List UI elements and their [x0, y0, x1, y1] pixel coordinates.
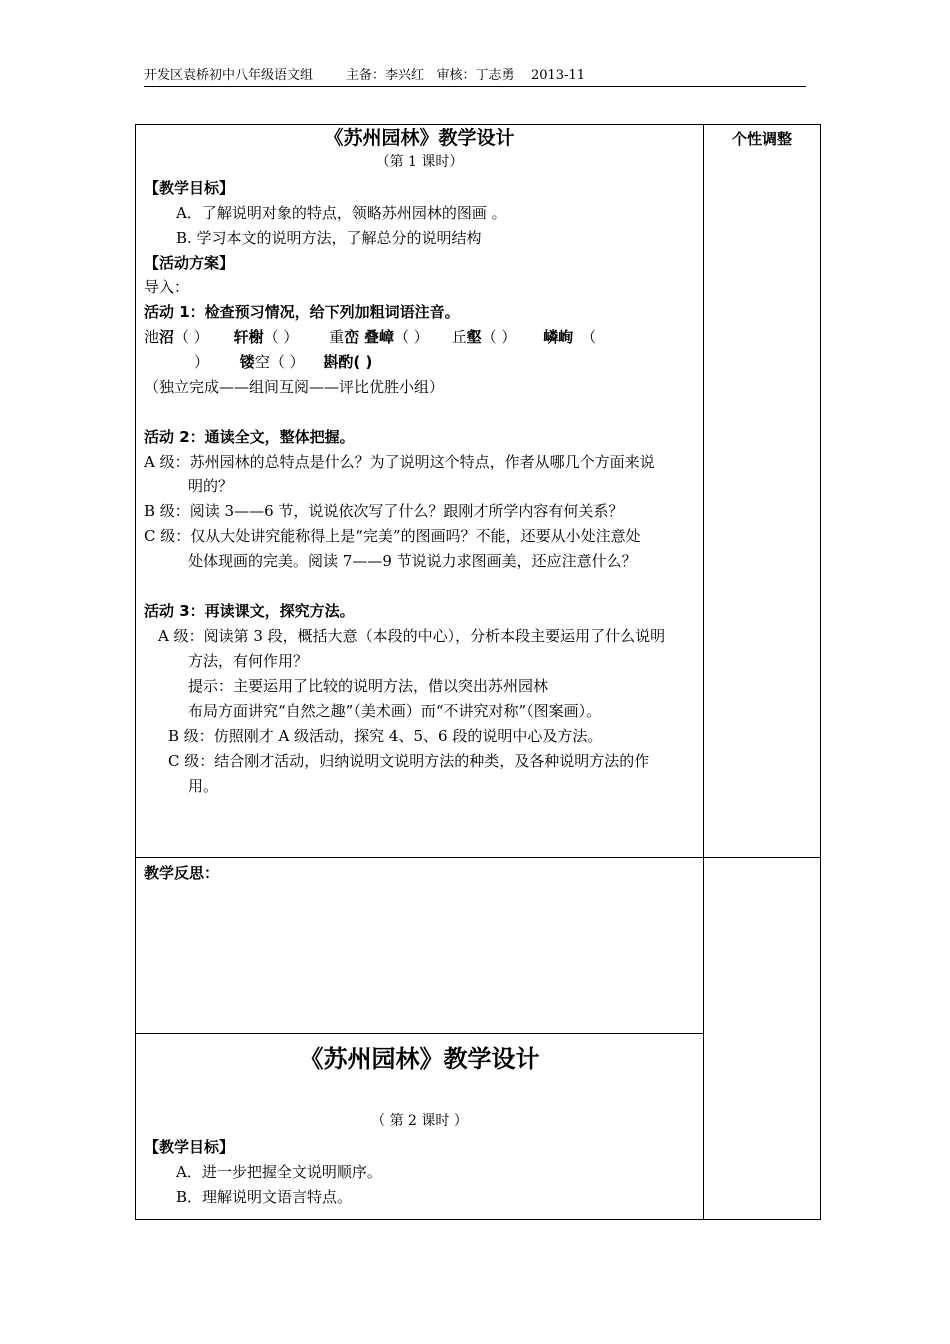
vocab-zhenzhuo: 斟酌	[323, 353, 354, 371]
lesson2-objective-a: A．进一步把握全文说明顺序。	[176, 1163, 382, 1181]
activity2-a-line1: A 级：苏州园林的总特点是什么？为了说明这个特点，作者从哪几个方面来说	[144, 453, 655, 471]
activity1-note: （独立完成——组间互阅——评比优胜小组）	[144, 378, 445, 396]
vocab-blank: （ ）	[269, 353, 305, 371]
lesson2-period: （ 第 2 课时 ）	[371, 1113, 468, 1129]
objective-a: A．了解说明对象的特点，领略苏州园林的图画 。	[176, 204, 507, 222]
activity2-a-line2: 明的？	[188, 477, 234, 495]
activity3-c-line1: C 级：结合刚才活动，归纳说明文说明方法的种类，及各种说明方法的作	[168, 752, 650, 770]
activity3-heading: 活动 3：再读课文，探究方法。	[144, 602, 355, 620]
vocab-linxun: 嶙峋	[543, 328, 574, 346]
vocab-blank: （ ）	[174, 328, 209, 346]
page-header: 开发区袁桥初中八年级语文组 主备：李兴红 审核：丁志勇 2013-11	[144, 66, 806, 87]
vocab-line-2	[194, 350, 372, 374]
activity3-b: B 级：仿照刚才 A 级活动，探究 4、5、6 段的说明中心及方法。	[168, 727, 603, 745]
activity3-a-line1: A 级：阅读第 3 段，概括大意（本段的中心），分析本段主要运用了什么说明	[158, 627, 666, 645]
reflection-label: 教学反思：	[144, 864, 220, 882]
vocab-diezhang: 叠嶂	[363, 328, 394, 346]
activity3-a-line2: 方法，有何作用？	[188, 652, 309, 670]
activity1-heading: 活动 1：检查预习情况，给下列加粗词语注音。	[144, 303, 460, 321]
vocab-line-1	[144, 325, 596, 349]
vocab-chong: 重	[329, 328, 345, 346]
vocab-luan: 峦	[344, 328, 360, 346]
lesson2-objectives-heading: 【教学目标】	[144, 1138, 235, 1156]
vocab-kong: 空	[254, 353, 270, 371]
objectives-heading: 【教学目标】	[144, 179, 235, 197]
vocab-blank: （ ）	[263, 328, 299, 346]
activity2-c-line1: C 级：仅从大处讲究能称得上是“完美”的图画吗？不能，还要从小处注意处	[144, 527, 641, 545]
vocab-blank: （	[581, 328, 597, 346]
side-heading: 个性调整	[731, 130, 792, 148]
vocab-qiu: 丘	[451, 328, 467, 346]
activity2-b: B 级：阅读 3——6 节，说说依次写了什么？跟刚才所学内容有何关系？	[144, 502, 624, 520]
activity2-c-line2: 处体现画的完美。阅读 7——9 节说说力求图画美，还应注意什么？	[188, 552, 637, 570]
vocab-blank: （ ）	[394, 328, 429, 346]
activity3-c-line2: 用。	[188, 777, 219, 795]
vocab-blank: （ ）	[481, 328, 517, 346]
row-divider-2	[135, 1033, 703, 1034]
activity3-hint-line2: 布局方面讲究“自然之趣”（美术画）而“不讲究对称”（图案画）。	[188, 702, 602, 720]
vocab-blank-close: ）	[194, 353, 210, 371]
vocab-chi: 池	[144, 328, 160, 346]
vocab-he: 壑	[466, 328, 482, 346]
lesson1-title: 《苏州园林》教学设计	[324, 127, 515, 149]
vocab-blank: ( )	[353, 353, 373, 371]
plan-heading: 【活动方案】	[144, 254, 235, 272]
vocab-lou: 镂	[239, 353, 255, 371]
intro-label: 导入：	[144, 278, 190, 296]
vocab-zhao: 沼	[159, 328, 175, 346]
vocab-xuanxie: 轩榭	[233, 328, 264, 346]
activity3-hint-line1: 提示：主要运用了比较的说明方法，借以突出苏州园林	[188, 677, 549, 695]
lesson2-objective-b: B．理解说明文语言特点。	[176, 1188, 353, 1206]
column-divider	[703, 124, 704, 1220]
activity2-heading: 活动 2：通读全文，整体把握。	[144, 428, 355, 446]
row-divider	[135, 857, 821, 858]
lesson2-title: 《苏州园林》教学设计	[299, 1045, 540, 1073]
lesson1-period: （第 1 课时）	[375, 154, 464, 170]
objective-b: B. 学习本文的说明方法，了解总分的说明结构	[176, 229, 482, 247]
